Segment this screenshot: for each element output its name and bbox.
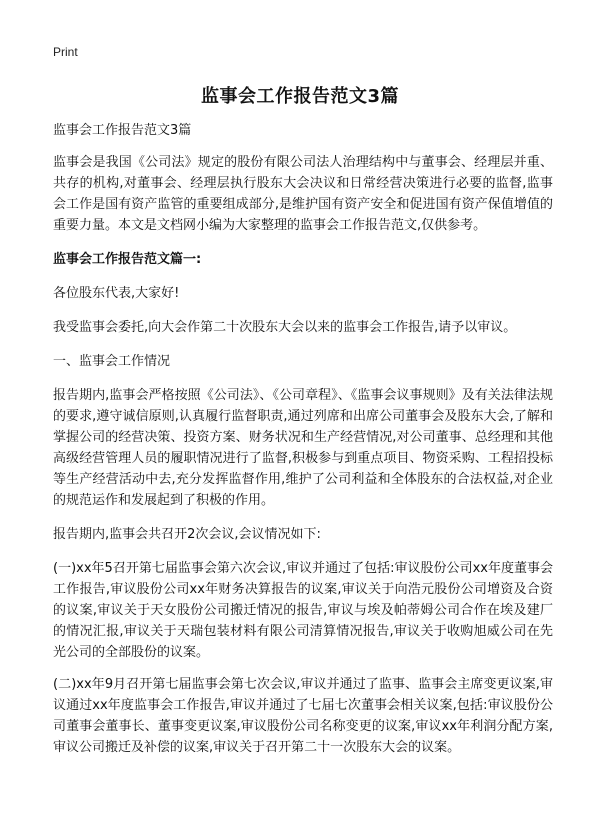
section-heading: 监事会工作报告范文篇一: [53, 252, 202, 267]
part-one-heading: 一、监事会工作情况 [53, 354, 171, 369]
intro-paragraph: 监事会是我国《公司法》规定的股份有限公司法人治理结构中与董事会、经理层并重、共存的机构,对董事会、经理层执行股东大会决议和日常经营决策进行必要的监督,监事会工作是国有资产监管的重要组成部分,是维护国有资产安全和促进国有资产保值增值的重要力量。本文是文档网小编为大家整理的监事会工作报告范文,仅供参考。 [53, 155, 553, 233]
meeting-one-paragraph: (一)xx年5召开第七届监事会第六次会议,审议并通过了包括:审议股份公司xx年度董事会工作报告,审议股份公司xx年财务决算报告的议案,审议关于向浩元股份公司增资及合资的议案,审议关于天女股份公司搬迁情况的报告,审议与埃及帕蒂姆公司合作在埃及建厂的情况汇报,审议关于天瑞包装材料有限公司清算情况报告,审议关于收购旭威公司在先光公司的全部股份的议案。 [53, 561, 553, 660]
greeting-paragraph: 各位股东代表,大家好! [53, 286, 180, 301]
opening-paragraph: 我受监事会委托,向大会作第二十次股东大会以来的监事会工作报告,请予以审议。 [53, 320, 517, 335]
meetings-intro-paragraph: 报告期内,监事会共召开2次会议,会议情况如下: [53, 527, 321, 542]
document-body [53, 120, 553, 758]
document-subtitle: 监事会工作报告范文3篇 [53, 123, 192, 138]
page-title: 监事会工作报告范文3篇 [200, 86, 400, 107]
print-link[interactable]: Print [53, 45, 78, 59]
meeting-two-paragraph: (二)xx年9月召开第七届监事会第七次会议,审议并通过了监事、监事会主席变更议案,审议通过xx年度监事会工作报告,审议并通过了七届七次董事会相关议案,包括:审议股份公司董事会董事长、董事变更议案,审议股份公司名称变更的议案,审议xx年利润分配方案,审议公司搬迁及补偿的议案,审议关于召开第二十一次股东大会的议案。 [53, 677, 553, 755]
part-one-paragraph: 报告期内,监事会严格按照《公司法》、《公司章程》、《监事会议事规则》及有关法律法规的要求,遵守诚信原则,认真履行监督职责,通过列席和出席公司董事会及股东大会,了解和掌握公司的经营决策、投资方案、财务状况和生产经营情况,对公司董事、总经理和其他高级经营管理人员的履职情况进行了监督,积极参与到重点项目、物资采购、工程招投标等生产经营活动中去,充分发挥监督作用,维护了公司利益和全体股东的合法权益,对企业的规范运作和发展起到了积极的作用。 [53, 388, 553, 508]
